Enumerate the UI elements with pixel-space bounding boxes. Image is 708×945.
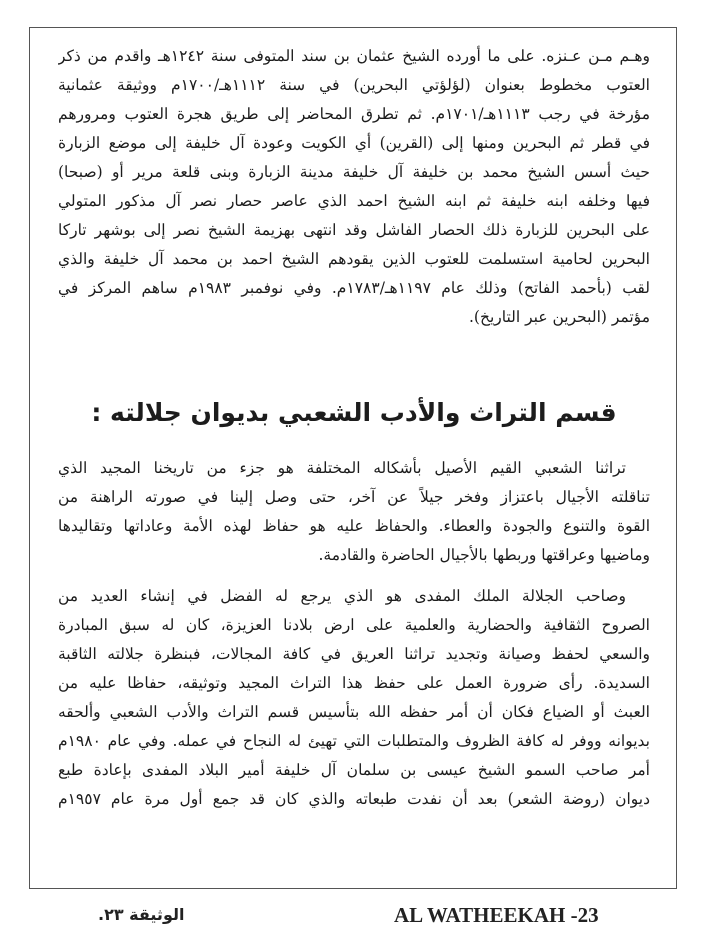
paragraph-majesty: [58, 582, 650, 814]
text-line: على البحرين للزبارة ذلك الحصار الفاشل وقد انتهى بهزيمة الشيخ نصر إلى بوشهر تاركا: [58, 221, 650, 239]
footer-page-label-english: AL WATHEEKAH -23: [394, 903, 599, 927]
footer-page-label-arabic: الوثيقة ٢٣.: [98, 905, 185, 924]
text-line: القوة والتنوع والجودة والعطاء. والحفاظ عليه هو حفاظ لهذه الأمة وعاداتها وتقاليدها: [58, 517, 650, 535]
text-line: تراثنا الشعبي القيم الأصيل بأشكاله المختلفة هو جزء من تاريخنا المجيد الذي: [58, 459, 626, 477]
article-body: [58, 42, 650, 826]
text-line: وهـم مـن عـنزه. على ما أورده الشيخ عثمان بن سند المتوفى سنة ١٢٤٢هـ واقدم من ذكر: [58, 47, 650, 65]
section-heading: قسم التراث والأدب الشعبي بديوان جلالته :: [91, 398, 617, 427]
text-line: وصاحب الجلالة الملك المفدى هو الذي يرجع له الفضل في إنشاء العديد من: [58, 587, 626, 605]
text-line: بديوانه ووفر له كافة الظروف والمتطلبات التي تهيئ له النجاح في عمله. وفي عام ١٩٨٠م: [58, 732, 650, 750]
text-line: أمر صاحب السمو الشيخ عيسى بن سلمان آل خليفة أمير البلاد المفدى بإعادة طبع: [58, 761, 650, 779]
text-line: وماضيها وعراقتها وربطها بالأجيال الحاضرة والقادمة.: [318, 546, 650, 564]
text-line: تناقلته الأجيال باعتزاز وفخر جيلاً عن آخر، حتى وصل إلينا في صورته الراهنة من: [58, 488, 650, 506]
text-line: لقب (بأحمد الفاتح) وذلك عام ١١٩٧هـ/١٧٨٣م. وفي نوفمبر ١٩٨٣م ساهم المركز في: [58, 279, 650, 297]
intro-paragraph: [58, 42, 650, 332]
text-line: السديدة. رأى ضرورة العمل على حفظ هذا التراث المجيد وتوثيقه، حفاظا عليه من: [58, 674, 650, 692]
text-line: البحرين لحامية استسلمت للعتوب الذين يقودهم الشيخ احمد بن محمد آل خليفة والذي: [58, 250, 650, 268]
text-line: العتوب مخطوط بعنوان (لؤلؤتي البحرين) في سنة ١١١٢هـ/١٧٠٠م ووثيقة عثمانية: [58, 76, 650, 94]
text-line: الصروح الثقافية والحضارية والعلمية على ارض بلادنا العزيزة، كان له سبق المبادرة: [58, 616, 650, 634]
text-line: والسعي لحفظ وصيانة وتجديد تراثنا العريق في كافة المجالات، فبنظرة جلالته الثاقبة: [58, 645, 650, 663]
text-line: ديوان (روضة الشعر) بعد أن نفدت طبعاته والذي كان قد جمع أول مرة عام ١٩٥٧م: [58, 790, 650, 808]
paragraph-heritage: [58, 454, 650, 570]
text-line: في قطر ثم البحرين ومنها إلى (القرين) أي الكويت وعودة آل خليفة إلى موضع الزبارة: [58, 134, 650, 152]
text-line: مؤتمر (البحرين عبر التاريخ).: [468, 308, 650, 326]
text-line: حيث أسس الشيخ محمد بن خليفة آل خليفة مدينة الزبارة وبنى قلعة مرير أو (صبحا): [58, 163, 650, 181]
text-line: العبث أو الضياع فكان أن أمر حفظه الله بتأسيس قسم التراث والأدب الشعبي وألحقه: [58, 703, 650, 721]
text-line: فيها وخلفه ابنه خليفة ثم ابنه الشيخ احمد الذي عاصر حصار نصر آل مذكور المتولي: [58, 192, 650, 210]
text-line: مؤرخة في رجب ١١١٣هـ/١٧٠١م. ثم تطرق المحاضر إلى طريق هجرة العتوب ومرورهم: [58, 105, 650, 123]
